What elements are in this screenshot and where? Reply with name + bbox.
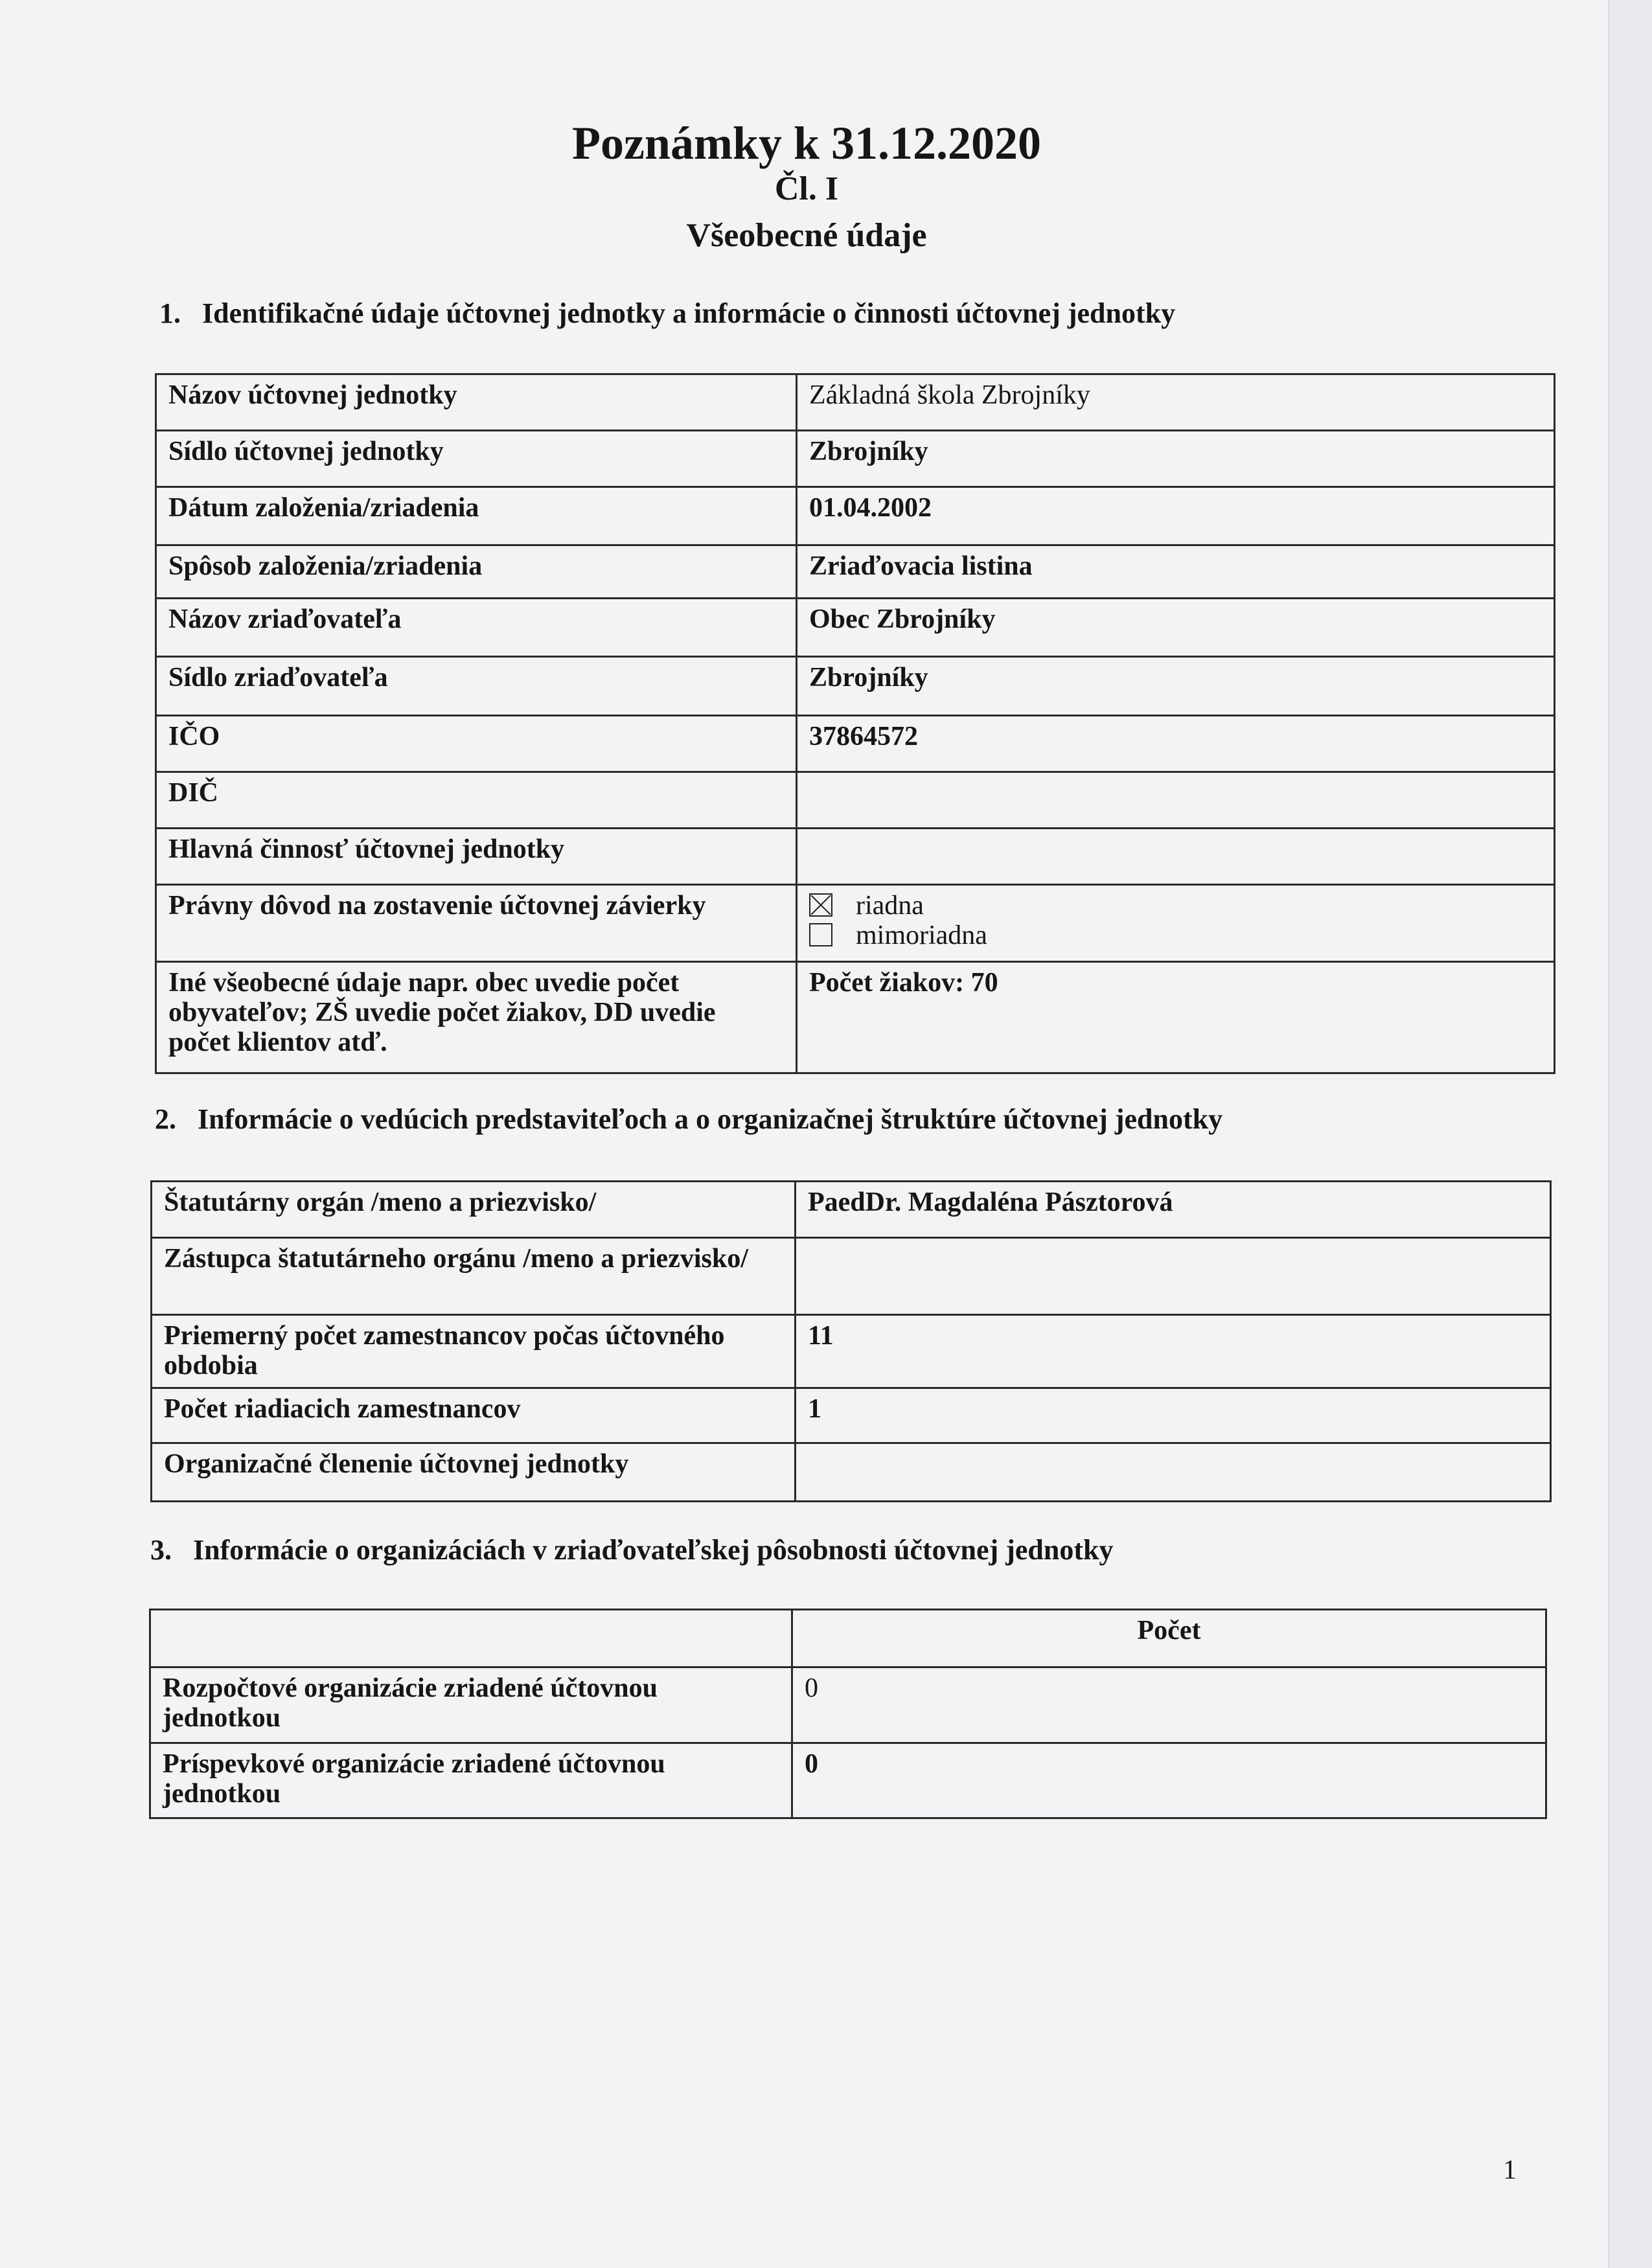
row-label: Priemerný počet zamestnancov počas účtovného obdobia — [152, 1315, 796, 1388]
row-value — [796, 1443, 1551, 1502]
section-title: Informácie o organizáciách v zriaďovateľskej pôsobnosti účtovnej jednotky — [193, 1534, 1114, 1566]
row-value: 1 — [796, 1388, 1551, 1443]
option-regular[interactable] — [809, 891, 1542, 921]
row-label: Sídlo účtovnej jednotky — [156, 431, 797, 487]
table-row — [150, 1667, 1546, 1743]
option-extraordinary[interactable] — [809, 921, 1542, 950]
table-row — [156, 374, 1555, 431]
table-row — [156, 962, 1555, 1073]
row-label: Sídlo zriaďovateľa — [156, 657, 797, 716]
section-number: 3. — [150, 1534, 172, 1566]
row-value: Obec Zbrojníky — [797, 599, 1555, 657]
table-row — [156, 829, 1555, 885]
row-value: Zbrojníky — [797, 657, 1555, 716]
section-3-heading — [150, 1533, 1113, 1566]
table-row — [152, 1388, 1551, 1443]
row-label: Rozpočtové organizácie zriadené účtovnou jednotkou — [150, 1667, 792, 1743]
row-label: DIČ — [156, 772, 797, 829]
row-label: Zástupca štatutárneho orgánu /meno a priezvisko/ — [152, 1238, 796, 1315]
organizations-table — [149, 1609, 1547, 1819]
table-row — [156, 431, 1555, 487]
table-row — [152, 1238, 1551, 1315]
checkbox-checked-icon[interactable] — [809, 893, 832, 917]
row-label: Štatutárny orgán /meno a priezvisko/ — [152, 1182, 796, 1238]
row-value: 0 — [792, 1667, 1546, 1743]
checkbox-unchecked-icon[interactable] — [809, 923, 832, 946]
section-number: 1. — [159, 297, 181, 329]
page-title: Poznámky k 31.12.2020 — [571, 117, 1042, 169]
table-row — [156, 545, 1555, 599]
section-1-heading — [159, 297, 1175, 330]
table-row — [156, 599, 1555, 657]
row-label: Názov účtovnej jednotky — [156, 374, 797, 431]
row-value — [796, 1238, 1551, 1315]
article-subtitle: Všeobecné údaje — [686, 217, 927, 254]
row-label: Spôsob založenia/zriadenia — [156, 545, 797, 599]
section-2-heading — [155, 1103, 1222, 1136]
page-number: 1 — [1503, 2155, 1517, 2185]
row-value: 11 — [796, 1315, 1551, 1388]
identification-table — [155, 373, 1555, 1074]
row-label: Názov zriaďovateľa — [156, 599, 797, 657]
section-title: Identifikačné údaje účtovnej jednotky a informácie o činnosti účtovnej jednotky — [202, 297, 1176, 329]
row-label: Organizačné členenie účtovnej jednotky — [152, 1443, 796, 1502]
table-header-row — [150, 1610, 1546, 1667]
section-title: Informácie o vedúcich predstaviteľoch a o organizačnej štruktúre účtovnej jednotky — [198, 1103, 1223, 1135]
table-row — [156, 885, 1555, 962]
row-value: 0 — [792, 1743, 1546, 1818]
row-value: Základná škola Zbrojníky — [797, 374, 1555, 431]
table-row — [156, 772, 1555, 829]
table-row — [152, 1443, 1551, 1502]
row-value: PaedDr. Magdaléna Pásztorová — [796, 1182, 1551, 1238]
table-row — [150, 1743, 1546, 1818]
option-label: mimoriadna — [856, 921, 987, 950]
row-value: Zriaďovacia listina — [797, 545, 1555, 599]
row-label: IČO — [156, 716, 797, 772]
row-label: Dátum založenia/zriadenia — [156, 487, 797, 545]
section-number: 2. — [155, 1103, 176, 1135]
option-label: riadna — [856, 891, 924, 921]
row-label: Počet riadiacich zamestnancov — [152, 1388, 796, 1443]
row-label: Právny dôvod na zostavenie účtovnej závierky — [156, 885, 797, 962]
table-row — [152, 1315, 1551, 1388]
row-value: 01.04.2002 — [797, 487, 1555, 545]
table-row — [152, 1182, 1551, 1238]
article-number: Čl. I — [774, 170, 839, 207]
table-row — [156, 487, 1555, 545]
row-value: Počet žiakov: 70 — [797, 962, 1555, 1073]
closure-type-options — [797, 885, 1555, 962]
row-label: Iné všeobecné údaje napr. obec uvedie počet obyvateľov; ZŠ uvedie počet žiakov, DD uvedie počet klientov atď. — [156, 962, 797, 1073]
scan-edge — [1608, 0, 1652, 2268]
empty-header-cell — [150, 1610, 792, 1667]
row-value — [797, 772, 1555, 829]
table-row — [156, 716, 1555, 772]
row-label: Príspevkové organizácie zriadené účtovnou jednotkou — [150, 1743, 792, 1818]
row-value: 37864572 — [797, 716, 1555, 772]
row-label: Hlavná činnosť účtovnej jednotky — [156, 829, 797, 885]
row-value: Zbrojníky — [797, 431, 1555, 487]
representatives-table — [150, 1180, 1552, 1502]
column-header-count: Počet — [792, 1610, 1546, 1667]
table-row — [156, 657, 1555, 716]
row-value — [797, 829, 1555, 885]
